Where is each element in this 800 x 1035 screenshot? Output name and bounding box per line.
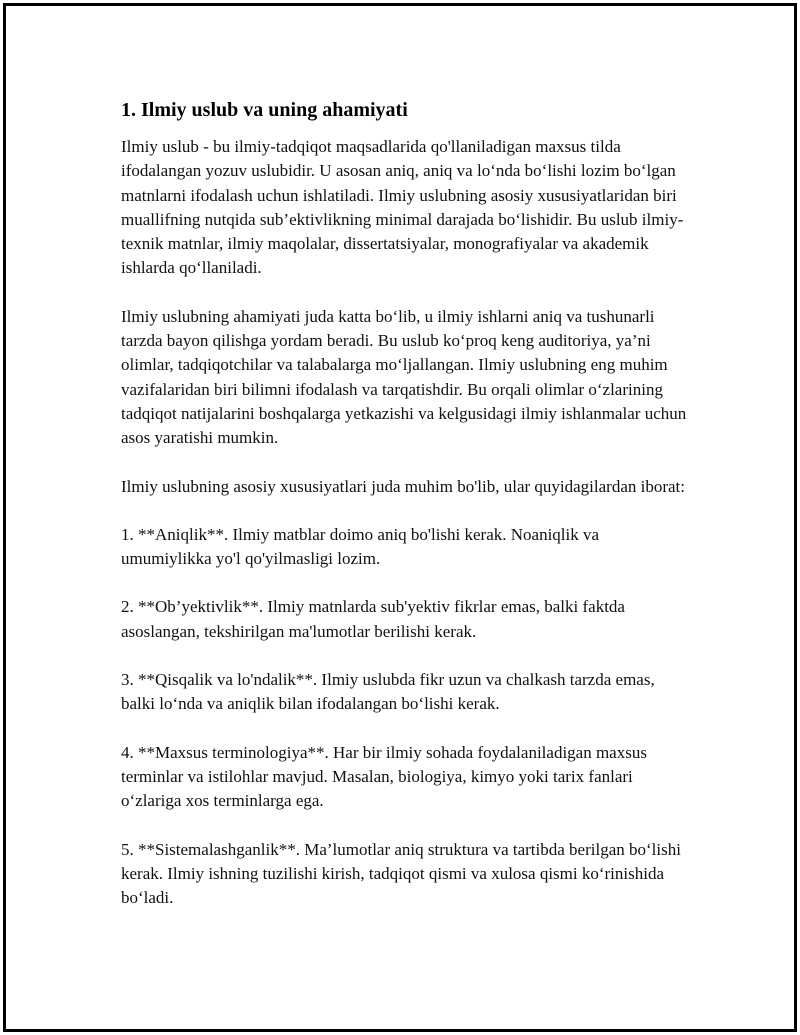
page-frame xyxy=(3,3,797,1032)
list-item-conciseness: 3. **Qisqalik va lo'ndalik**. Ilmiy uslubda fikr uzun va chalkash tarzda emas, balki lo‘nda va aniqlik bilan ifodalangan bo‘lishi kerak. xyxy=(121,670,655,714)
paragraph-importance: Ilmiy uslubning ahamiyati juda katta bo‘lib, u ilmiy ishlarni aniq va tushunarli tarzda bayon qilishga yordam beradi. Bu uslub ko‘proq keng auditoriya, ya’ni olimlar, tadqiqotchilar va talabalarga mo‘ljallangan. Ilmiy uslubning eng muhim vazifalaridan biri bilimni ifodalash va tarqatishdir. Bu orqali olimlar o‘zlarining tadqiqot natijalarini boshqalarga yetkazishi va kelgusidagi ilmiy ishlanmalar uchun asos yaratishi mumkin. xyxy=(121,306,687,448)
list-item-terminology: 4. **Maxsus terminologiya**. Har bir ilmiy sohada foydalaniladigan maxsus terminlar va istilohlar mavjud. Masalan, biologiya, kimyo yoki tarix fanlari o‘zlariga xos terminlarga ega. xyxy=(121,742,647,811)
section-heading: 1. Ilmiy uslub va uning ahamiyati xyxy=(121,99,408,121)
paragraph-intro: Ilmiy uslub - bu ilmiy-tadqiqot maqsadlarida qo'llaniladigan maxsus tilda ifodalangan yozuv uslubidir. U asosan aniq, aniq va lo‘nda bo‘lishi lozim bo‘lgan matnlarni ifodalash uchun ishlatiladi. Ilmiy uslubning asosiy xususiyatlaridan biri muallifning nutqida sub’ektivlikning minimal darajada bo‘lishidir. Bu uslub ilmiy-texnik matnlar, ilmiy maqolalar, dissertatsiyalar, monografiyalar va akademik ishlarda qo‘llaniladi. xyxy=(121,137,684,278)
list-item-systematization: 5. **Sistemalashganlik**. Ma’lumotlar aniq struktura va tartibda berilgan bo‘lishi kerak. Ilmiy ishning tuzilishi kirish, tadqiqot qismi va xulosa qismi ko‘rinishida bo‘ladi. xyxy=(121,839,681,908)
paragraph-features-intro: Ilmiy uslubning asosiy xususiyatlari juda muhim bo'lib, ular quyidagilardan iborat: xyxy=(121,476,685,496)
document-body xyxy=(121,96,691,934)
list-item-objectivity: 2. **Ob’yektivlik**. Ilmiy matnlarda sub'yektiv fikrlar emas, balki faktda asoslangan, tekshirilgan ma'lumotlar berilishi kerak. xyxy=(121,597,625,641)
list-item-accuracy: 1. **Aniqlik**. Ilmiy matblar doimo aniq bo'lishi kerak. Noaniqlik va umumiylikka yo'l qo'yilmasligi lozim. xyxy=(121,524,600,569)
